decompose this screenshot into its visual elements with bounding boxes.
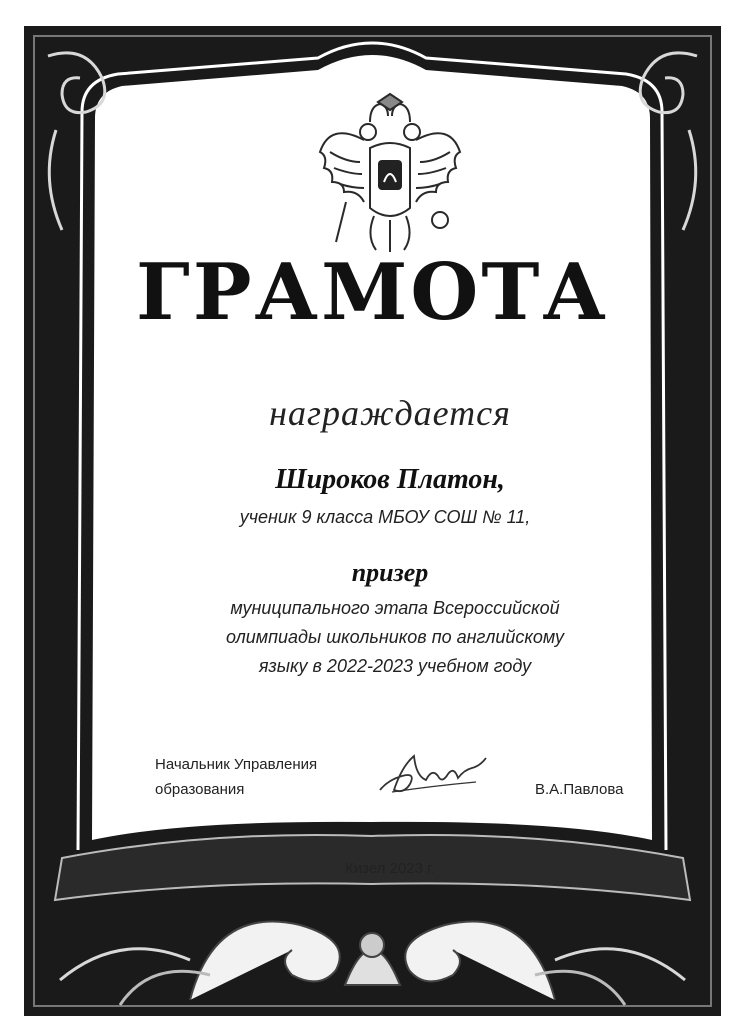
signature-image [372,746,492,802]
award-status: призер [351,558,429,587]
description-line: муниципального этапа Всероссийской [230,598,560,618]
signatory-name: В.А.Павлова [535,781,624,798]
signatory-title-line: Начальник Управления [155,756,318,773]
award-description [195,594,595,681]
recipient-name: Широков Платон, [275,464,505,495]
coat-of-arms-icon [310,92,470,260]
description-line: языку в 2022-2023 учебном году [258,656,532,676]
signatory-title-line: образования [155,781,245,798]
place-and-year: Кизел 2023 г. [345,860,435,877]
signatory-title [155,752,317,802]
recipient-info: ученик 9 класса МБОУ СОШ № 11, [239,507,531,527]
description-line: олимпиады школьников по английскому [225,627,565,647]
awarded-line: награждается [269,393,511,433]
certificate-title: ГРАМОТА [136,247,609,338]
